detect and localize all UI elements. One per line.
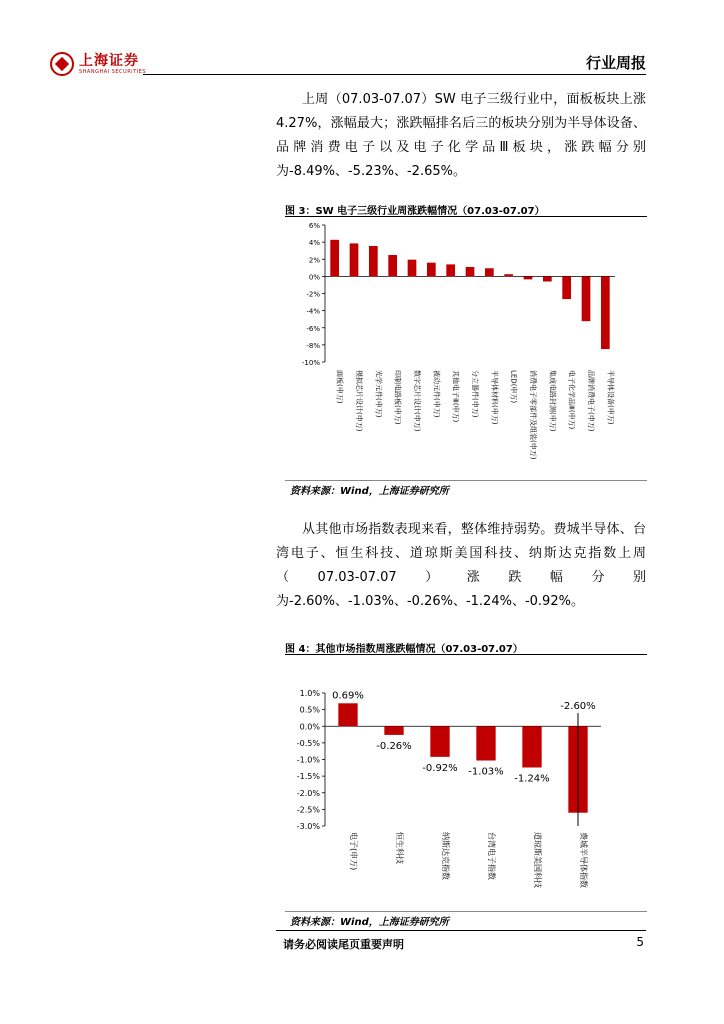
category-label: 数字芯片设计(申万) (413, 370, 421, 432)
bar-idx (522, 726, 541, 767)
category-label: 光学元件(申万) (374, 370, 383, 418)
paragraph-sw-industry: 上周（07.03-07.07）SW 电子三级行业中，面板板块上涨4.27%，涨幅最大；涨跌幅排名后三的板块分别为半导体设备、品牌消费电子以及电子化学品Ⅲ板块，涨跌幅分别为-8.49%、-5.23%、-2.65%。 (276, 92, 646, 179)
logo-name-en: SHANGHAI SECURITIES (79, 68, 147, 75)
category-label: 消费电子零部件及组装(申万) (529, 370, 537, 460)
bar-sw (388, 255, 397, 276)
y-tick-label: 4% (308, 239, 320, 248)
y-tick-label: 0% (308, 273, 320, 282)
category-label: 模拟芯片设计(申万) (355, 370, 363, 432)
category-label: 道琼斯美国科技 (533, 832, 542, 888)
figure4-top-rule (285, 654, 647, 655)
category-label: 电子(申万) (349, 832, 358, 871)
bar-sw (408, 260, 417, 277)
y-tick-label: -2.5% (296, 805, 320, 815)
category-label: 品牌消费电子(申万) (587, 370, 595, 432)
logo-name-cn: 上海证券 (79, 52, 139, 69)
figure3-source: 资料来源：Wind，上海证券研究所 (290, 486, 449, 497)
figure4-title: 图 4：其他市场指数周涨跌幅情况（07.03-07.07） (285, 644, 523, 655)
category-label: 半导体材料(申万) (490, 370, 499, 425)
category-label: 纳斯达克指数 (441, 832, 450, 880)
category-label: LED(申万) (509, 370, 518, 404)
bar-sw (601, 276, 610, 349)
y-tick-label: -2% (306, 290, 320, 299)
y-tick-label: -10% (301, 359, 320, 367)
data-label: -0.92% (422, 762, 458, 774)
bar-sw (485, 268, 494, 276)
bar-sw (466, 267, 475, 276)
category-label: 半导体设备(申万) (606, 370, 615, 425)
figure4-bottom-rule (285, 911, 647, 912)
category-label: 印制电路板(申万) (393, 370, 402, 425)
category-label: 集成电路封测(申万) (548, 370, 557, 432)
y-tick-label: -8% (306, 341, 320, 350)
category-label: 被动元件(申万) (432, 370, 441, 418)
data-label: -0.26% (376, 740, 412, 752)
bar-sw (369, 246, 378, 276)
bar-sw (562, 276, 571, 299)
figure3-title: 图 3：SW 电子三级行业周涨跌幅情况（07.03-07.07） (285, 206, 545, 217)
category-label: 台湾电子指数 (487, 832, 496, 880)
figure4-source: 资料来源：Wind，上海证券研究所 (290, 917, 449, 928)
y-tick-label: -0.5% (296, 738, 320, 748)
bar-idx (338, 703, 357, 726)
bar-sw (446, 264, 455, 276)
data-label: -1.03% (468, 766, 504, 778)
figure4-chart (285, 660, 647, 910)
bar-idx (384, 726, 403, 735)
category-label: 费城半导体指数 (579, 832, 588, 888)
y-tick-label: -1.0% (296, 755, 320, 765)
report-type-title: 行业周报 (585, 54, 646, 72)
y-tick-label: 6% (308, 222, 320, 230)
category-label: 其他电子Ⅲ(申万) (451, 370, 460, 423)
bar-sw (524, 276, 533, 279)
category-label: 电子化学品Ⅲ(申万) (567, 370, 576, 430)
bar-sw (350, 243, 359, 276)
category-label: 恒生科技 (395, 832, 404, 864)
data-label: -1.24% (514, 773, 550, 785)
data-label: 0.69% (332, 690, 364, 702)
logo-emblem-icon (50, 52, 74, 76)
header-divider (143, 74, 646, 75)
y-tick-label: -1.5% (296, 772, 320, 782)
bar-sw (330, 240, 339, 277)
paragraph-market-indices: 从其他市场指数表现来看，整体维持弱势。费城半导体、台湾电子、恒生科技、道琼斯美国科技、纳斯达克指数上周（07.03-07.07）涨跌幅分别为-2.60%、-1.03%、-0.26%、-1.24%、-0.92%。 (276, 522, 646, 609)
page-number: 5 (636, 935, 644, 949)
y-tick-label: -4% (306, 307, 320, 316)
figure3-bottom-rule (285, 480, 647, 481)
y-tick-label: -6% (306, 324, 320, 333)
y-tick-label: 0.0% (299, 722, 320, 732)
footer-divider (276, 930, 646, 931)
category-label: 分立器件(申万) (471, 370, 479, 418)
y-tick-label: -3.0% (296, 822, 320, 831)
y-tick-label: 0.5% (299, 705, 320, 715)
figure3-top-rule (285, 216, 647, 217)
y-tick-label: 1.0% (299, 689, 320, 698)
category-label: 面板(申万) (335, 370, 344, 404)
bar-idx (430, 726, 449, 757)
bar-sw (543, 276, 552, 281)
bar-idx (476, 726, 495, 760)
bar-sw (582, 276, 591, 321)
bar-sw (504, 274, 513, 276)
bar-sw (427, 263, 436, 277)
figure3-chart (285, 218, 647, 480)
y-tick-label: -2.0% (296, 788, 320, 798)
data-label: -2.60% (560, 701, 596, 712)
footer-disclaimer: 请务必阅读尾页重要声明 (283, 938, 404, 951)
company-logo (50, 52, 146, 76)
y-tick-label: 2% (308, 256, 320, 265)
